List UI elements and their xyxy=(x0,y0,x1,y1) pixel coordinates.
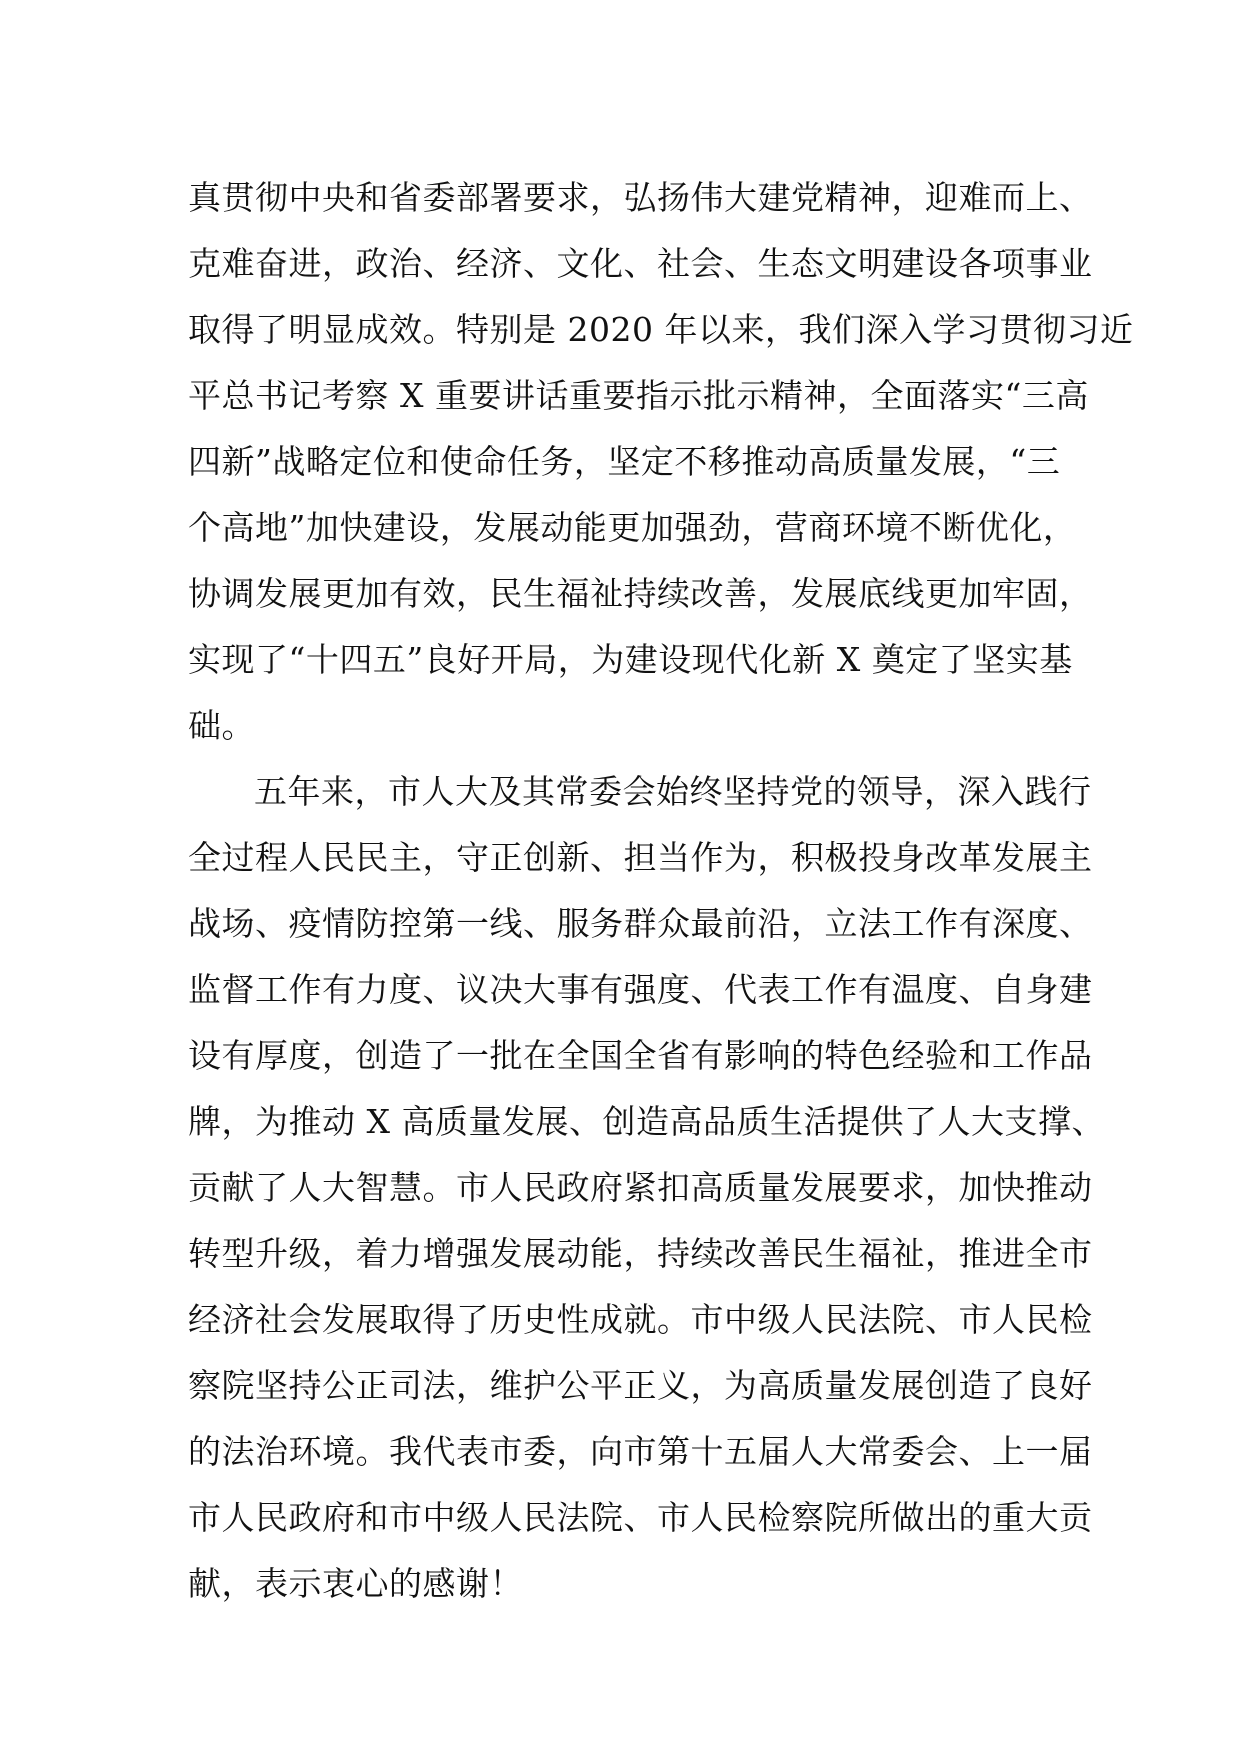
text-line: 础。 xyxy=(188,706,255,745)
document-body xyxy=(188,165,1134,1617)
text-line: 实现了“十四五”良好开局，为建设现代化新 X 奠定了坚实基 xyxy=(188,640,1073,679)
text-line: 市人民政府和市中级人民法院、市人民检察院所做出的重大贡 xyxy=(188,1498,1093,1537)
text-line: 取得了明显成效。特别是 2020 年以来，我们深入学习贯彻习近 xyxy=(188,310,1134,349)
text-line: 献，表示衷心的感谢！ xyxy=(188,1564,523,1603)
paragraph-2 xyxy=(188,759,1105,1617)
text-line: 四新”战略定位和使命任务，坚定不移推动高质量发展，“三 xyxy=(188,442,1061,481)
text-line: 真贯彻中央和省委部署要求，弘扬伟大建党精神，迎难而上、 xyxy=(188,178,1093,217)
text-line: 贡献了人大智慧。市人民政府紧扣高质量发展要求，加快推动 xyxy=(188,1168,1093,1207)
text-line: 察院坚持公正司法，维护公平正义，为高质量发展创造了良好 xyxy=(188,1366,1093,1405)
text-line: 克难奋进，政治、经济、文化、社会、生态文明建设各项事业 xyxy=(188,244,1093,283)
text-line: 的法治环境。我代表市委，向市第十五届人大常委会、上一届 xyxy=(188,1432,1093,1471)
text-line: 设有厚度，创造了一批在全国全省有影响的特色经验和工作品 xyxy=(188,1036,1093,1075)
text-line: 个高地”加快建设，发展动能更加强劲，营商环境不断优化， xyxy=(188,508,1077,547)
paragraph-1 xyxy=(188,165,1134,759)
text-line: 经济社会发展取得了历史性成就。市中级人民法院、市人民检 xyxy=(188,1300,1093,1339)
text-line: 全过程人民民主，守正创新、担当作为，积极投身改革发展主 xyxy=(188,838,1093,877)
text-line: 平总书记考察 X 重要讲话重要指示批示精神，全面落实“三高 xyxy=(188,376,1089,415)
text-line: 转型升级，着力增强发展动能，持续改善民生福祉，推进全市 xyxy=(188,1234,1093,1273)
text-line: 五年来，市人大及其常委会始终坚持党的领导，深入践行 xyxy=(254,772,1092,811)
text-line: 协调发展更加有效，民生福祉持续改善，发展底线更加牢固， xyxy=(188,574,1093,613)
text-line: 牌，为推动 X 高质量发展、创造高品质生活提供了人大支撑、 xyxy=(188,1102,1105,1141)
text-line: 监督工作有力度、议决大事有强度、代表工作有温度、自身建 xyxy=(188,970,1093,1009)
text-line: 战场、疫情防控第一线、服务群众最前沿，立法工作有深度、 xyxy=(188,904,1093,943)
